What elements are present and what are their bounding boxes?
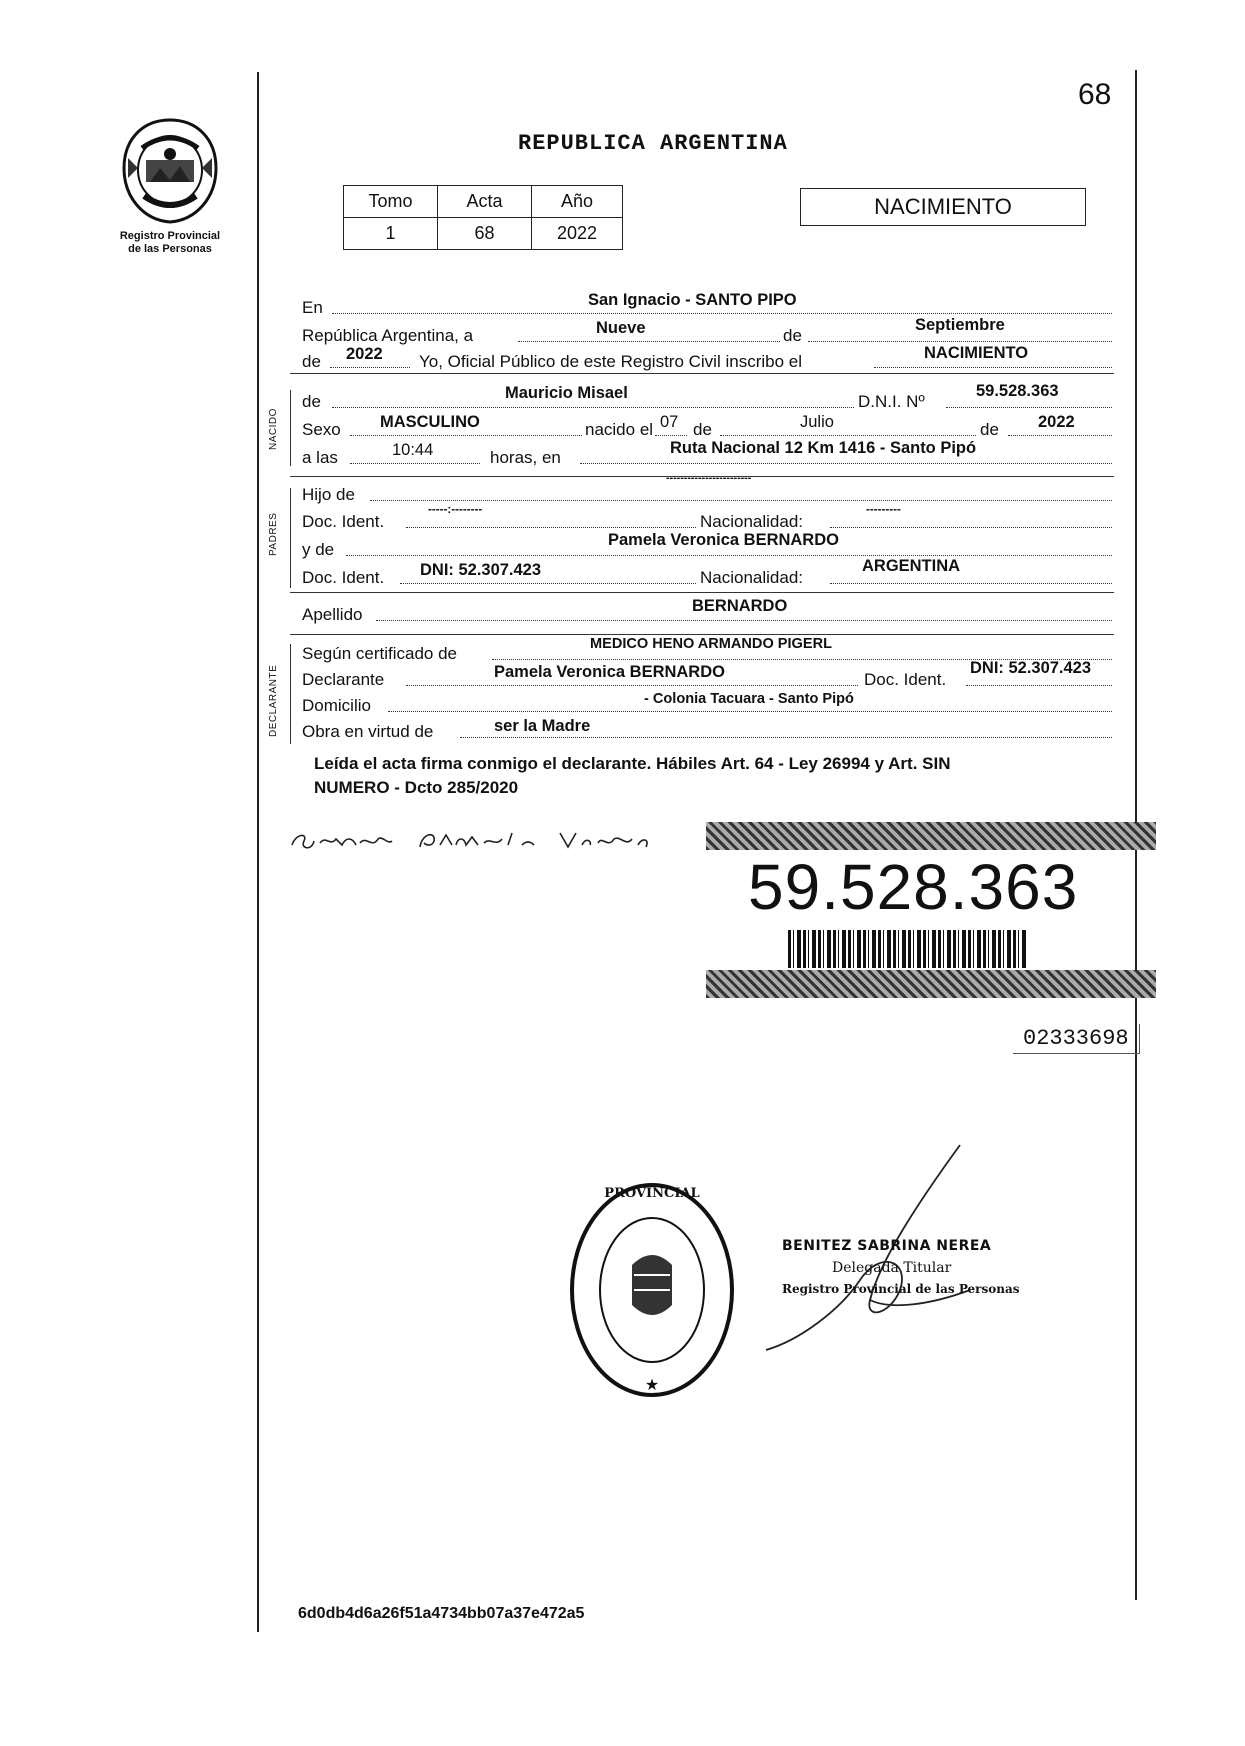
dotted-line bbox=[946, 407, 1112, 408]
obra-label: Obra en virtud de bbox=[302, 722, 434, 741]
left-margin-line bbox=[257, 72, 259, 1632]
coat-of-arms-icon bbox=[120, 118, 220, 224]
dotted-line bbox=[655, 435, 687, 436]
nacido-de-label: de bbox=[302, 392, 321, 411]
declarante-section-label: DECLARANTE bbox=[268, 664, 279, 737]
nacionalidad-label-2: Nacionalidad: bbox=[700, 568, 804, 587]
nacido-section-label: NACIDO bbox=[268, 408, 279, 450]
dotted-line bbox=[830, 527, 1112, 528]
birth-year-value: 2022 bbox=[1038, 412, 1075, 431]
logo-caption-2: de las Personas bbox=[128, 243, 212, 255]
table-value-acta: 68 bbox=[438, 218, 532, 250]
sexo-label: Sexo bbox=[302, 420, 341, 439]
apellido-value: BERNARDO bbox=[692, 596, 788, 615]
birth-day-value: 07 bbox=[660, 412, 679, 431]
dotted-line bbox=[346, 555, 1112, 556]
dotted-line bbox=[580, 463, 1112, 464]
obra-value: ser la Madre bbox=[494, 716, 591, 735]
certificado-label: Según certificado de bbox=[302, 644, 457, 663]
event-value: NACIMIENTO bbox=[924, 343, 1029, 362]
dotted-line bbox=[370, 500, 1112, 501]
doc-ident-label-2: Doc. Ident. bbox=[302, 568, 385, 587]
dotted-line bbox=[1008, 435, 1112, 436]
day-value: Nueve bbox=[596, 318, 646, 337]
official-office: Registro Provincial de las Personas bbox=[782, 1282, 1020, 1296]
sexo-value: MASCULINO bbox=[380, 412, 480, 431]
dotted-line bbox=[400, 583, 696, 584]
dotted-line bbox=[332, 313, 1112, 314]
de-label-3: de bbox=[980, 420, 999, 439]
svg-text:★: ★ bbox=[644, 1375, 660, 1394]
en-label: En bbox=[302, 298, 323, 317]
child-name-value: Mauricio Misael bbox=[505, 383, 628, 402]
nacido-section-bar bbox=[290, 390, 291, 466]
dni-sticker-number: 59.528.363 bbox=[748, 851, 1079, 923]
dni-label: D.N.I. Nº bbox=[858, 392, 925, 411]
document-title: REPUBLICA ARGENTINA bbox=[518, 131, 788, 156]
dotted-line bbox=[966, 685, 1112, 686]
declarante-doc-value: DNI: 52.307.423 bbox=[970, 658, 1092, 677]
security-band-bottom bbox=[706, 970, 1156, 998]
child-dni-value: 59.528.363 bbox=[976, 381, 1059, 400]
legal-text-line-2: NUMERO - Dcto 285/2020 bbox=[314, 778, 519, 797]
dotted-line bbox=[406, 685, 858, 686]
dotted-line bbox=[388, 711, 1112, 712]
apellido-label: Apellido bbox=[302, 605, 363, 624]
dotted-line bbox=[332, 407, 854, 408]
republica-label: República Argentina, a bbox=[302, 326, 474, 345]
dotted-line bbox=[350, 435, 582, 436]
legal-text-line-1: Leída el acta firma conmigo el declarante. Hábiles Art. 64 - Ley 26994 y Art. SIN bbox=[314, 754, 951, 773]
dotted-line bbox=[874, 367, 1112, 368]
registry-table bbox=[343, 185, 623, 250]
table-value-tomo: 1 bbox=[344, 218, 438, 250]
declarante-name-value: Pamela Veronica BERNARDO bbox=[494, 662, 725, 681]
month-value: Septiembre bbox=[915, 315, 1005, 334]
mother-nationality-value: ARGENTINA bbox=[862, 556, 961, 575]
doc-ident-label: Doc. Ident. bbox=[302, 512, 385, 531]
page-number: 68 bbox=[1078, 78, 1112, 111]
y-de-label: y de bbox=[302, 540, 335, 559]
dotted-line bbox=[330, 367, 410, 368]
sticker-serial-number: 02333698 bbox=[1013, 1024, 1140, 1054]
table-header-tomo: Tomo bbox=[344, 186, 438, 218]
birth-month-value: Julio bbox=[800, 412, 834, 431]
official-name: BENITEZ SABRINA NEREA bbox=[782, 1238, 992, 1254]
place-value: San Ignacio - SANTO PIPO bbox=[588, 290, 797, 309]
table-header-anio: Año bbox=[532, 186, 623, 218]
dotted-line bbox=[406, 527, 696, 528]
mother-name-value: Pamela Veronica BERNARDO bbox=[608, 530, 839, 549]
handwritten-signature bbox=[286, 815, 656, 859]
birth-place-value: Ruta Nacional 12 Km 1416 - Santo Pipó bbox=[670, 438, 977, 457]
father-nationality-value: --------- bbox=[866, 502, 901, 516]
de-label-2: de bbox=[693, 420, 712, 439]
dotted-line bbox=[830, 583, 1112, 584]
section-separator bbox=[290, 373, 1114, 374]
table-value-anio: 2022 bbox=[532, 218, 623, 250]
birth-time-value: 10:44 bbox=[392, 440, 434, 459]
dotted-line bbox=[460, 737, 1112, 738]
father-doc-value: -----:-------- bbox=[428, 502, 483, 516]
padres-section-bar bbox=[290, 488, 291, 588]
dotted-line bbox=[720, 435, 976, 436]
hijo-de-label: Hijo de bbox=[302, 485, 355, 504]
section-separator bbox=[290, 592, 1114, 593]
declarante-label: Declarante bbox=[302, 670, 385, 689]
table-header-acta: Acta bbox=[438, 186, 532, 218]
horas-label: horas, en bbox=[490, 448, 561, 467]
svg-text:PROVINCIAL: PROVINCIAL bbox=[604, 1186, 700, 1201]
nacido-el-label: nacido el bbox=[585, 420, 654, 439]
logo-caption-1: Registro Provincial bbox=[119, 230, 221, 242]
dotted-line bbox=[808, 341, 1112, 342]
document-type-box: NACIMIENTO bbox=[800, 188, 1086, 226]
a-las-label: a las bbox=[302, 448, 338, 467]
dotted-line bbox=[376, 620, 1112, 621]
officer-text: Yo, Oficial Público de este Registro Civil inscribo el bbox=[419, 352, 802, 371]
de-label: de bbox=[783, 326, 802, 345]
dotted-line bbox=[518, 341, 780, 342]
official-seal bbox=[562, 1175, 742, 1405]
provincia-emblem-logo bbox=[120, 118, 220, 224]
year-value: 2022 bbox=[346, 344, 383, 363]
nacionalidad-label: Nacionalidad: bbox=[700, 512, 804, 531]
certificado-value: MEDICO HENO ARMANDO PIGERL bbox=[590, 635, 832, 652]
security-band-top bbox=[706, 822, 1156, 850]
declarante-section-bar bbox=[290, 644, 291, 744]
dotted-line bbox=[350, 463, 480, 464]
document-hash: 6d0db4d6a26f51a4734bb07a37e472a5 bbox=[298, 1605, 585, 1622]
father-name-value: ------------------------ bbox=[666, 472, 752, 484]
official-role: Delegada Titular bbox=[832, 1260, 952, 1276]
domicilio-label: Domicilio bbox=[302, 696, 371, 715]
padres-section-label: PADRES bbox=[268, 512, 279, 556]
de2-label: de bbox=[302, 352, 321, 371]
dni-barcode bbox=[788, 930, 1028, 968]
mother-doc-value: DNI: 52.307.423 bbox=[420, 560, 542, 579]
declarante-doc-label: Doc. Ident. bbox=[864, 670, 947, 689]
domicilio-value: - Colonia Tacuara - Santo Pipó bbox=[644, 690, 854, 707]
